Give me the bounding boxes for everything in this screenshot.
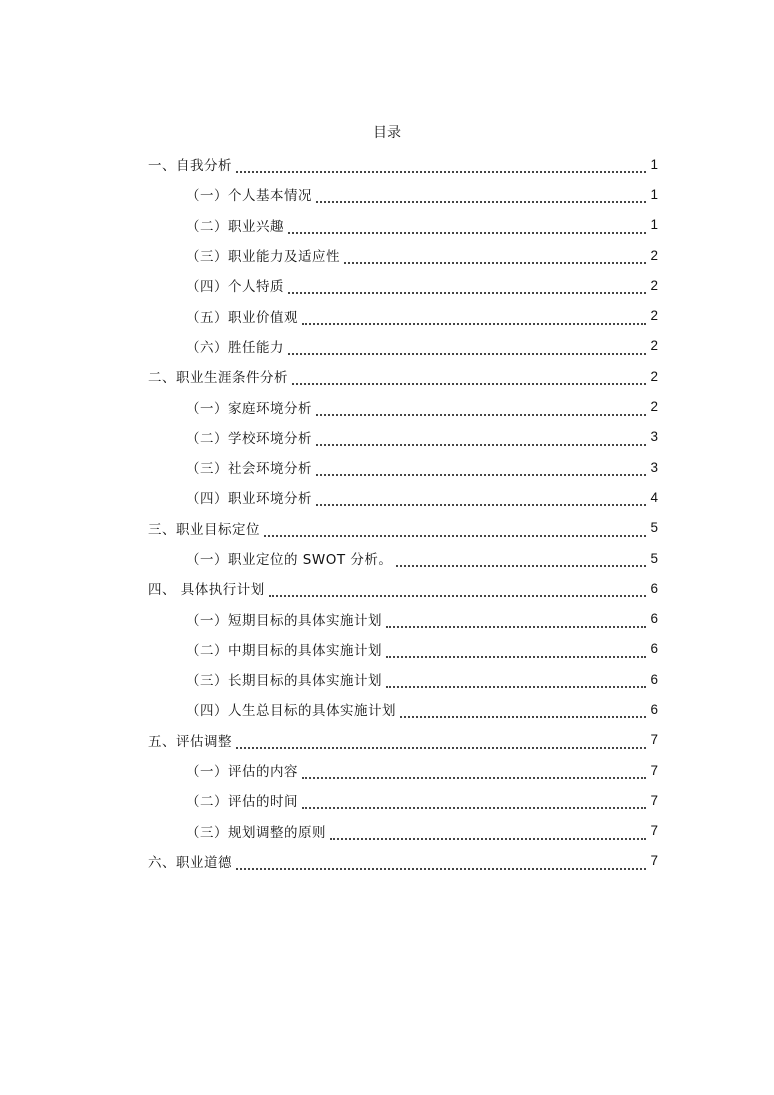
toc-dot-leader <box>236 737 646 749</box>
toc-page-number: 2 <box>650 277 658 293</box>
toc-subsection-entry[interactable] <box>0 664 774 694</box>
toc-subsection-entry[interactable] <box>0 634 774 664</box>
toc-page-number: 6 <box>650 701 658 717</box>
toc-section-entry[interactable] <box>0 149 774 179</box>
toc-entry-label: （四）职业环境分析 <box>186 491 312 508</box>
toc-page-number: 3 <box>650 429 658 445</box>
toc-dot-leader <box>344 252 646 264</box>
toc-dot-leader <box>316 494 646 506</box>
toc-dot-leader <box>400 706 646 718</box>
toc-entry-label: （一）家庭环境分析 <box>186 400 312 417</box>
toc-page-number: 3 <box>650 459 658 475</box>
toc-page-number: 2 <box>650 247 658 263</box>
toc-page-number: 7 <box>650 792 658 808</box>
toc-entry-label: （三）规划调整的原则 <box>186 824 326 841</box>
toc-section-entry[interactable] <box>0 361 774 391</box>
toc-dot-leader <box>288 282 646 294</box>
toc-page-number: 1 <box>650 156 658 172</box>
toc-entry-label: （一）职业定位的 SWOT 分析。 <box>186 552 393 568</box>
toc-page-number: 6 <box>650 580 658 596</box>
toc-subsection-entry[interactable] <box>0 270 774 300</box>
toc-entry-label: （三）社会环境分析 <box>186 461 312 478</box>
toc-page-number: 2 <box>650 338 658 354</box>
toc-page-number: 2 <box>650 399 658 415</box>
toc-section-entry[interactable] <box>0 573 774 603</box>
toc-entry-label: （二）评估的时间 <box>186 794 298 811</box>
toc-dot-leader <box>264 525 646 537</box>
toc-dot-leader <box>288 222 646 234</box>
toc-page-number: 7 <box>650 853 658 869</box>
toc-page-number: 2 <box>650 368 658 384</box>
toc-page-number: 7 <box>650 762 658 778</box>
toc-subsection-entry[interactable] <box>0 452 774 482</box>
toc-dot-leader <box>288 343 646 355</box>
toc-subsection-entry[interactable] <box>0 816 774 846</box>
toc-dot-leader <box>316 191 646 203</box>
toc-dot-leader <box>386 646 646 658</box>
toc-page-number: 4 <box>650 489 658 505</box>
toc-page-number: 1 <box>650 186 658 202</box>
toc-dot-leader <box>302 767 646 779</box>
toc-entry-label: （一）个人基本情况 <box>186 188 312 205</box>
toc-entry-label: （三）长期目标的具体实施计划 <box>186 673 382 690</box>
toc-page-number: 5 <box>650 550 658 566</box>
toc-dot-leader <box>316 464 646 476</box>
toc-subsection-entry[interactable] <box>0 210 774 240</box>
toc-entry-label: （二）学校环境分析 <box>186 430 312 447</box>
toc-dot-leader <box>236 161 646 173</box>
toc-dot-leader <box>269 585 646 597</box>
toc-entry-label: 四、 具体执行计划 <box>148 582 265 599</box>
toc-dot-leader <box>292 373 646 385</box>
toc-list <box>0 149 774 876</box>
toc-entry-label: 五、评估调整 <box>148 733 232 750</box>
toc-page-number: 6 <box>650 641 658 657</box>
toc-entry-label: （三）职业能力及适应性 <box>186 249 340 266</box>
toc-subsection-entry[interactable] <box>0 300 774 330</box>
toc-entry-label: 二、职业生涯条件分析 <box>148 370 288 387</box>
toc-entry-label: （五）职业价值观 <box>186 309 298 326</box>
toc-page-number: 2 <box>650 308 658 324</box>
toc-page-number: 1 <box>650 217 658 233</box>
toc-entry-label: （六）胜任能力 <box>186 339 284 356</box>
toc-subsection-entry[interactable] <box>0 785 774 815</box>
toc-dot-leader <box>302 313 646 325</box>
toc-entry-label: （四）人生总目标的具体实施计划 <box>186 703 396 720</box>
toc-entry-label: 一、自我分析 <box>148 158 232 175</box>
toc-title: 目录 <box>373 125 401 141</box>
toc-page-number: 6 <box>650 611 658 627</box>
toc-subsection-entry[interactable] <box>0 422 774 452</box>
toc-dot-leader <box>302 797 646 809</box>
toc-page-number: 7 <box>650 823 658 839</box>
toc-subsection-entry[interactable] <box>0 179 774 209</box>
toc-subsection-entry[interactable] <box>0 240 774 270</box>
toc-dot-leader <box>316 434 646 446</box>
toc-entry-label: （一）短期目标的具体实施计划 <box>186 612 382 629</box>
toc-page-number: 5 <box>650 520 658 536</box>
toc-entry-label: 三、职业目标定位 <box>148 521 260 538</box>
toc-entry-label: （二）职业兴趣 <box>186 218 284 235</box>
toc-page-number: 7 <box>650 732 658 748</box>
toc-dot-leader <box>330 828 646 840</box>
toc-dot-leader <box>396 555 646 567</box>
toc-subsection-entry[interactable] <box>0 391 774 421</box>
toc-section-entry[interactable] <box>0 846 774 876</box>
toc-page-number: 6 <box>650 671 658 687</box>
toc-section-entry[interactable] <box>0 513 774 543</box>
toc-subsection-entry[interactable] <box>0 482 774 512</box>
toc-dot-leader <box>386 676 646 688</box>
toc-dot-leader <box>236 858 646 870</box>
toc-subsection-entry[interactable] <box>0 331 774 361</box>
toc-subsection-entry[interactable] <box>0 694 774 724</box>
toc-entry-label: （一）评估的内容 <box>186 764 298 781</box>
toc-entry-label: 六、职业道德 <box>148 854 232 871</box>
toc-dot-leader <box>386 616 646 628</box>
toc-entry-label: （四）个人特质 <box>186 279 284 296</box>
toc-entry-label: （二）中期目标的具体实施计划 <box>186 642 382 659</box>
toc-subsection-entry[interactable] <box>0 543 774 573</box>
toc-section-entry[interactable] <box>0 725 774 755</box>
toc-subsection-entry[interactable] <box>0 603 774 633</box>
toc-dot-leader <box>316 404 646 416</box>
toc-subsection-entry[interactable] <box>0 755 774 785</box>
